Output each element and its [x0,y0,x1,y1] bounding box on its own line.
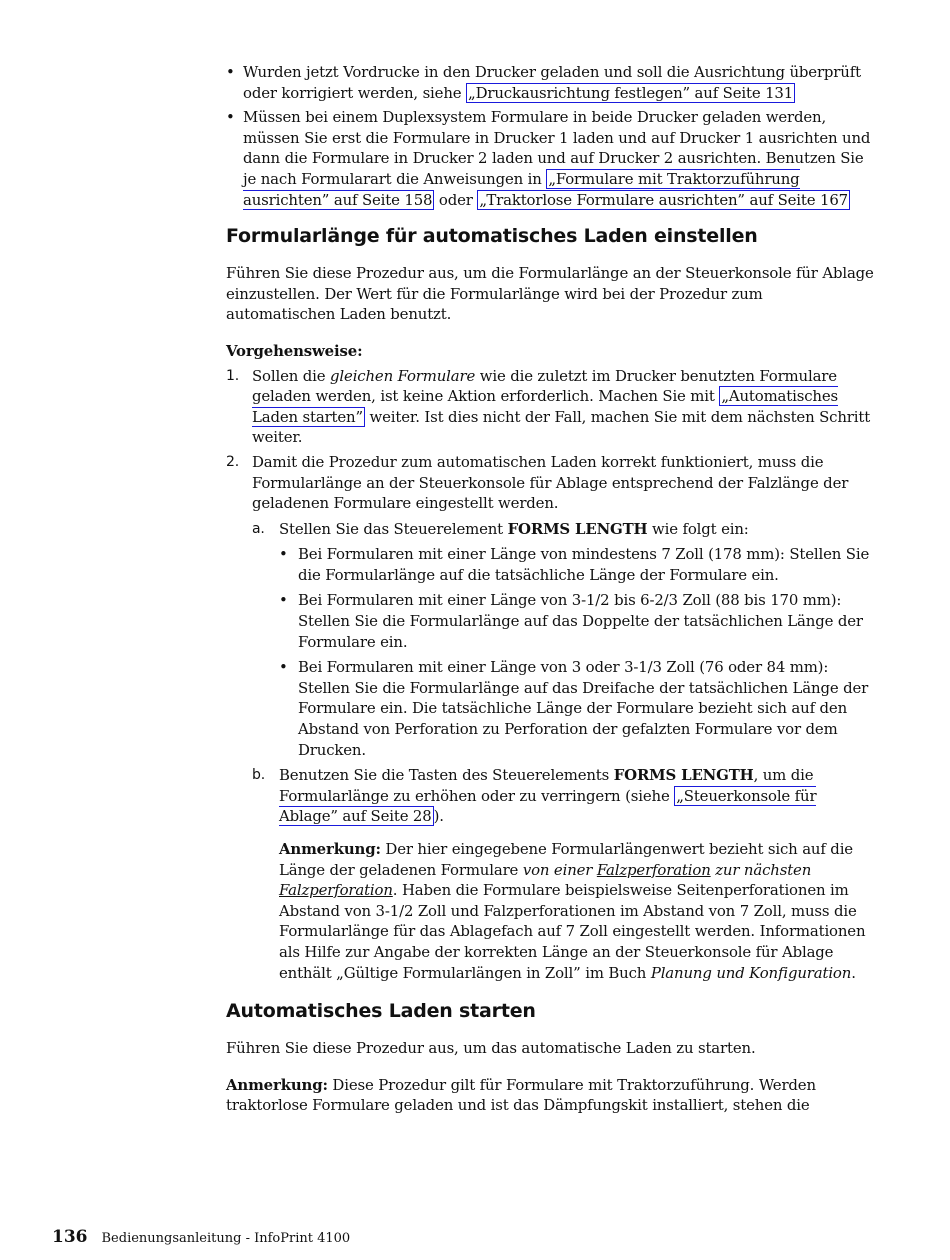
link-steuerkonsole-fuer-ablage[interactable]: „Steuerkonsole für Ablage” auf Seite 28 [279,786,817,826]
substep-text: Benutzen Sie die Tasten des Steuerelements [279,766,614,785]
bullet-text: Müssen bei einem Duplexsystem Formulare in beide Drucker geladen werden, müssen Sie erst die Formulare in Drucker 1 laden und auf Drucker 1 ausrichten und dann die Formulare in Drucker 2 laden und auf Drucker 2 ausrichten. Benutzen Sie je nach Formularart die Anweisungen in [243,108,871,188]
substep-text: ). [433,807,444,826]
substep-b [252,765,876,827]
note-block [252,839,876,983]
note-italic-underlined: Falzperforation [596,860,711,879]
section-intro: Führen Sie diese Prozedur aus, um das automatische Laden zu starten. [226,1039,756,1058]
section-heading-formularlaenge: Formularlänge für automatisches Laden einstellen [226,225,758,248]
bullet-icon: • [279,658,288,677]
control-name: FORMS LENGTH [613,766,754,785]
note-paragraph [226,1075,876,1116]
bullet-text: Bei Formularen mit einer Länge von 3 oder 3-1/3 Zoll (76 oder 84 mm): Stellen Sie die Formularlänge auf das Dreifache der tatsächlichen Länge der Formulare ein. Die tatsächliche Länge der Formulare bezieht sich auf den Abstand von Perforation zu Perforation der gefalzten Formulare vor dem Drucken. [298,658,869,759]
footer-title: Bedienungsanleitung - InfoPrint 4100 [101,1231,351,1246]
book-title: Planung und Konfiguration [650,963,852,982]
page-footer [52,1227,350,1247]
step-2 [226,452,876,983]
step-text: Sollen die [252,366,331,385]
list-item [279,590,876,652]
link-traktorlose-formulare[interactable]: „Traktorlose Formulare ausrichten” auf Seite 167 [479,190,848,209]
substep-text: wie folgt ein: [647,519,749,538]
bullet-icon: • [279,591,288,610]
substep-text: , um die Formularlänge zu erhöhen oder zu verringern (siehe [279,766,814,805]
substep-letter: a. [252,520,265,537]
list-item [226,62,876,103]
bullet-text-mid: oder [434,190,478,209]
note-italic: zur nächsten [710,860,812,879]
note-text: Diese Prozedur gilt für Formulare mit Traktorzuführung. Werden traktorlose Formulare geladen und ist das Dämpfungskit installiert, stehen die [226,1075,816,1115]
step-text: Damit die Prozedur zum automatischen Laden korrekt funktioniert, muss die Formularlänge an der Steuerkonsole für Ablage entsprechend der Falzlänge der geladenen Formulare eingestellt werden. [252,452,849,513]
list-item [279,657,876,760]
step-text-italic: gleichen Formulare [330,366,476,385]
bullet-text: Bei Formularen mit einer Länge von mindestens 7 Zoll (178 mm): Stellen Sie die Formularlänge auf die tatsächliche Länge der Formulare ein. [298,545,870,584]
step-number: 1. [226,367,240,384]
step-1 [226,366,876,448]
bullet-icon: • [226,63,235,81]
step-text: weiter. Ist dies nicht der Fall, machen Sie mit dem nächsten Schritt weiter. [252,407,871,447]
step-number: 2. [226,453,240,470]
note-italic-underlined: Falzperforation [279,881,393,900]
substep-a [252,519,876,761]
bullet-text: Bei Formularen mit einer Länge von 3-1/2 bis 6-2/3 Zoll (88 bis 170 mm): Stellen Sie die Formularlänge auf das Doppelte der tatsächlichen Länge der Formulare ein. [298,591,863,651]
step-text: wie die zuletzt im Drucker benutzten Formulare geladen werden, ist keine Aktion erforderlich. Machen Sie mit [252,366,837,406]
procedure-label: Vorgehensweise: [226,341,363,360]
substep-letter: b. [252,767,266,784]
link-formulare-mit-traktorzufuehrung[interactable]: „Formulare mit Traktorzuführung ausrichten” auf Seite 158 [243,169,800,209]
list-item [226,107,876,210]
note-label: Anmerkung: [226,1075,328,1094]
page-content [226,62,876,1116]
note-italic: von einer [522,860,597,879]
section-heading-automatisches-laden: Automatisches Laden starten [226,1000,536,1023]
section-intro: Führen Sie diese Prozedur aus, um die Formularlänge an der Steuerkonsole für Ablage einzustellen. Der Wert für die Formularlänge wird bei der Prozedur zum automatischen Laden benutzt. [226,264,874,324]
note-text: . Haben die Formulare beispielsweise Seitenperforationen im Abstand von 3-1/2 Zoll und Falzperforationen im Abstand von 7 Zoll, muss die Formularlänge für das Ablagefach auf 7 Zoll eingestellt werden. Informationen als Hilfe zur Angabe der korrekten Länge an der Steuerkonsole für Ablage enthält „Gültige Formularlängen in Zoll” im Buch [279,881,866,982]
bullet-icon: • [279,545,288,564]
bullet-icon: • [226,108,235,127]
control-name: FORMS LENGTH [507,519,648,538]
note-label: Anmerkung: [279,840,381,858]
page-number: 136 [52,1227,88,1247]
note-text: Der hier eingegebene Formularlängenwert bezieht sich auf die Länge der geladenen Formulare [279,840,853,879]
substep-text: Stellen Sie das Steuerelement [279,519,508,538]
bullet-text: Wurden jetzt Vordrucke in den Drucker geladen und soll die Ausrichtung überprüft oder korrigiert werden, siehe [243,63,861,102]
link-druckausrichtung[interactable]: „Druckausrichtung festlegen” auf Seite 131 [468,83,794,102]
list-item [279,544,876,585]
note-text: . [851,963,856,982]
link-automatisches-laden-starten[interactable]: „Automatisches Laden starten” [252,387,838,426]
